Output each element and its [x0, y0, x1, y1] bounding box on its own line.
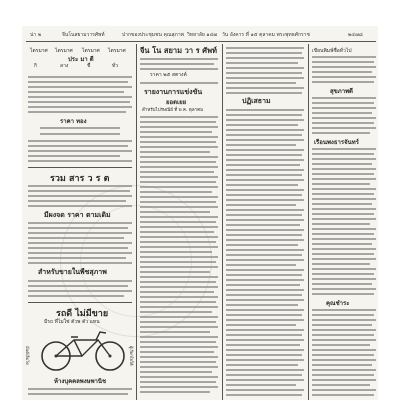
text-line	[226, 309, 304, 311]
text-line	[28, 257, 126, 259]
text-line	[312, 288, 376, 290]
text-line	[312, 112, 372, 114]
text-line	[312, 314, 374, 316]
text-line	[140, 351, 214, 353]
col3-title: ปฏิเสธาม	[242, 96, 271, 105]
text-line	[312, 324, 372, 326]
text-line	[312, 394, 374, 396]
text-line	[28, 185, 132, 187]
text-line	[226, 224, 300, 226]
text-line	[312, 158, 376, 160]
text-line	[140, 331, 210, 333]
text-line	[28, 232, 132, 234]
text-line	[140, 221, 216, 223]
text-line	[140, 161, 216, 163]
text-line	[140, 386, 218, 388]
text-line	[312, 168, 376, 170]
text-line	[140, 231, 214, 233]
text-line	[28, 290, 132, 292]
text-line	[226, 92, 302, 94]
text-line	[28, 150, 132, 152]
text-line	[140, 271, 210, 273]
text-line	[312, 71, 372, 73]
text-line	[140, 211, 210, 213]
text-line	[312, 228, 376, 230]
text-line	[28, 91, 124, 93]
text-line	[140, 276, 218, 278]
bicycle-icon	[38, 328, 130, 372]
text-line	[226, 314, 302, 316]
text-line	[28, 140, 132, 142]
text-line	[226, 144, 296, 146]
col1-notice-title: มีผงจด ราคา ตามเดิม	[44, 210, 111, 219]
text-line	[226, 354, 302, 356]
text-line	[312, 173, 374, 175]
text-line	[140, 321, 216, 323]
col2-price-label: ราคา ๒๕ สตางค์	[150, 72, 187, 78]
text-line	[140, 281, 216, 283]
text-line	[312, 364, 372, 366]
text-line	[140, 196, 218, 198]
header-rule	[26, 41, 376, 42]
col1-row-2: ลาง	[60, 63, 69, 69]
col1-row-3: ชื่	[87, 63, 91, 69]
text-line	[226, 219, 304, 221]
ad-footer: ห้างบุคคลพงษพานิช	[54, 378, 107, 385]
text-line	[140, 201, 216, 203]
text-line	[312, 117, 376, 119]
text-line	[226, 87, 304, 89]
text-line	[312, 56, 376, 58]
text-line	[312, 102, 374, 104]
text-line	[226, 209, 304, 211]
text-line	[226, 234, 302, 236]
text-line	[226, 52, 302, 54]
text-line	[226, 369, 304, 371]
col1-table-title: ประ มา ดี	[68, 56, 94, 63]
text-line	[140, 121, 216, 123]
col1-head-3: ไตรมาศ	[82, 48, 100, 54]
text-line	[140, 376, 218, 378]
text-line	[312, 349, 376, 351]
text-line	[140, 241, 216, 243]
text-line	[226, 289, 304, 291]
text-line	[226, 184, 298, 186]
text-line	[140, 206, 218, 208]
text-line	[226, 394, 302, 396]
text-line	[226, 109, 304, 111]
text-line	[312, 223, 370, 225]
text-line	[28, 205, 132, 207]
text-line	[312, 334, 374, 336]
text-line	[312, 107, 376, 109]
section-divider	[28, 302, 132, 303]
text-line	[226, 154, 302, 156]
text-line	[312, 369, 376, 371]
ad-subtitle: มีรถ ที่ไม่ใช่ ตัวพ ตัว แทน	[44, 319, 100, 325]
text-line	[28, 227, 128, 229]
text-line	[312, 61, 374, 63]
text-line	[140, 68, 218, 70]
text-line	[226, 62, 298, 64]
col4-title-top: เขียนพิมพ์ชื่อทั่วไป	[312, 48, 352, 54]
col4-title2: คุณชำระ	[326, 300, 350, 307]
text-line	[28, 160, 132, 162]
text-line	[312, 218, 376, 220]
text-line	[226, 77, 304, 79]
text-line	[226, 339, 304, 341]
text-line	[312, 263, 370, 265]
text-line	[226, 47, 304, 49]
text-line	[312, 283, 372, 285]
text-line	[312, 208, 376, 210]
text-line	[140, 166, 218, 168]
text-line	[140, 301, 216, 303]
text-line	[226, 274, 302, 276]
text-line	[312, 253, 374, 255]
text-line	[140, 266, 218, 268]
text-line	[226, 164, 300, 166]
text-line	[312, 132, 370, 134]
header-issue-number: ๒๔๗๘	[348, 32, 363, 38]
text-line	[226, 204, 296, 206]
text-line	[28, 81, 128, 83]
col1-head-4: ไตรมาศ	[108, 48, 126, 54]
text-line	[28, 195, 132, 197]
text-line	[28, 242, 132, 244]
text-line	[28, 285, 128, 287]
text-line	[140, 381, 216, 383]
col2-section-title: รายงานการแข่งขัน	[144, 87, 203, 96]
text-line	[312, 273, 374, 275]
text-line	[226, 159, 304, 161]
text-line	[226, 194, 302, 196]
text-line	[140, 316, 218, 318]
text-line	[140, 371, 212, 373]
text-line	[28, 252, 132, 254]
text-line	[226, 389, 304, 391]
page-header	[22, 30, 378, 40]
text-line	[28, 295, 124, 297]
text-line	[226, 334, 302, 336]
text-line	[312, 258, 376, 260]
section-divider	[28, 167, 132, 168]
text-line	[226, 254, 302, 256]
text-line	[140, 336, 218, 338]
text-line	[226, 264, 296, 266]
col1-section-title: รวม สาร ว ร ต	[50, 174, 110, 184]
text-line	[312, 248, 376, 250]
text-line	[226, 139, 304, 141]
text-line	[226, 349, 304, 351]
text-line	[28, 247, 128, 249]
text-line	[40, 133, 120, 135]
text-line	[312, 374, 374, 376]
column-rule-3	[308, 44, 309, 400]
column-rule-2	[222, 44, 223, 400]
text-line	[312, 163, 372, 165]
text-line	[226, 72, 302, 74]
text-line	[140, 311, 212, 313]
col2-masthead: จีน โน สยาม วา ร ศัพท์	[140, 46, 217, 55]
col1-price-heading: ราคา ทอง	[60, 118, 87, 125]
text-line	[28, 96, 132, 98]
text-line	[28, 200, 126, 202]
text-line	[226, 304, 298, 306]
text-line	[312, 188, 376, 190]
text-line	[312, 178, 376, 180]
text-line	[312, 238, 376, 240]
text-line	[226, 82, 296, 84]
text-line	[226, 189, 304, 191]
text-line	[312, 122, 374, 124]
col4-subtitle: เรือนพงธารจันทร์	[314, 139, 359, 146]
text-line	[226, 259, 304, 261]
text-line	[226, 244, 298, 246]
text-line	[226, 124, 298, 126]
text-line	[312, 193, 374, 195]
text-line	[226, 179, 304, 181]
text-line	[312, 389, 376, 391]
text-line	[140, 346, 218, 348]
col1-row-1: กิ	[34, 63, 38, 69]
text-line	[140, 58, 218, 60]
text-line	[140, 226, 218, 228]
text-line	[28, 222, 132, 224]
text-line	[226, 329, 304, 331]
header-issue: วิทยาลัย ๑๔๗	[187, 32, 218, 38]
col2-section-sub2: สำหรับไปรษณีย์ ที่ พ ค. ตุลาคม	[142, 108, 204, 113]
text-line	[312, 233, 374, 235]
text-line	[226, 294, 302, 296]
text-line	[140, 256, 218, 258]
text-line	[140, 356, 218, 358]
text-line	[28, 393, 128, 395]
text-line	[140, 191, 212, 193]
text-line	[226, 119, 304, 121]
ad-side-left: ม้นต์เย็บโด	[25, 346, 30, 365]
text-line	[312, 293, 374, 295]
column-rule-1	[136, 44, 137, 400]
text-line	[226, 199, 304, 201]
text-line	[226, 364, 298, 366]
text-line	[28, 262, 132, 264]
text-line	[28, 106, 132, 108]
text-line	[140, 186, 218, 188]
text-line	[140, 136, 218, 138]
text-line	[140, 236, 218, 238]
text-line	[140, 63, 214, 65]
text-line	[140, 176, 218, 178]
text-line	[312, 97, 376, 99]
text-line	[226, 169, 304, 171]
text-line	[40, 127, 120, 129]
text-line	[312, 213, 374, 215]
text-line	[226, 114, 302, 116]
text-line	[140, 361, 216, 363]
text-line	[140, 131, 212, 133]
text-line	[226, 379, 304, 381]
col1-head-1: ไตรมาศ	[30, 48, 48, 54]
text-line	[226, 174, 302, 176]
header-paper-name: จีนโนสยามวารศัพท์	[62, 32, 105, 38]
text-line	[140, 156, 218, 158]
text-line	[312, 243, 372, 245]
text-line	[140, 116, 218, 118]
text-line	[140, 261, 216, 263]
text-line	[28, 388, 132, 390]
col1-subhead: สำหรับขายในพืชสุภาพ	[38, 267, 107, 276]
text-line	[312, 319, 376, 321]
text-line	[312, 278, 376, 280]
text-line	[140, 341, 216, 343]
text-line	[140, 291, 214, 293]
text-line	[140, 286, 218, 288]
header-date: วัน อังคาร ที่ ๑๕ ตุลาคม พระพุทธศักราช	[222, 32, 310, 38]
text-line	[312, 354, 374, 356]
text-line	[226, 359, 304, 361]
text-line	[140, 216, 218, 218]
text-line	[140, 151, 210, 153]
text-line	[140, 251, 212, 253]
ad-title: รถดี ไม่มีขาย	[56, 309, 109, 319]
text-line	[226, 324, 296, 326]
text-line	[226, 239, 304, 241]
ad-side-right: ผู้เรียกใจให้	[129, 346, 134, 366]
text-line	[312, 339, 376, 341]
text-line	[226, 249, 304, 251]
text-line	[312, 76, 376, 78]
text-line	[28, 86, 132, 88]
text-line	[140, 306, 218, 308]
text-line	[28, 237, 124, 239]
text-line	[226, 149, 304, 151]
text-line	[226, 279, 304, 281]
text-line	[226, 384, 296, 386]
text-line	[226, 67, 304, 69]
text-line	[312, 148, 376, 150]
col4-title: สุขภาพดี	[330, 88, 353, 95]
text-line	[312, 66, 376, 68]
text-line	[312, 81, 374, 83]
text-line	[28, 280, 132, 282]
text-line	[312, 198, 376, 200]
text-line	[312, 384, 370, 386]
text-line	[140, 171, 214, 173]
text-line	[140, 366, 218, 368]
text-line	[28, 155, 120, 157]
text-line	[28, 145, 128, 147]
text-line	[312, 344, 370, 346]
text-line	[226, 134, 302, 136]
text-line	[226, 229, 304, 231]
col2-section-sub: ยอดเยย	[166, 99, 187, 106]
text-line	[140, 146, 218, 148]
col1-row-4: ทั่ว	[112, 63, 119, 69]
text-line	[140, 326, 218, 328]
text-line	[140, 126, 218, 128]
text-line	[312, 329, 376, 331]
text-line	[28, 111, 126, 113]
text-line	[312, 183, 370, 185]
text-line	[226, 299, 304, 301]
header-subtitle: ปากของประชุมชน คุณสุภาพ	[122, 32, 184, 38]
text-line	[312, 359, 376, 361]
header-page-number: น่า ๒	[30, 32, 42, 38]
text-line	[312, 127, 376, 129]
text-line	[140, 391, 210, 393]
text-line	[312, 153, 374, 155]
text-line	[312, 309, 376, 311]
col1-head-2: ไตรมาศ	[55, 48, 73, 54]
text-line	[140, 246, 218, 248]
text-line	[226, 374, 302, 376]
text-line	[140, 82, 218, 84]
text-line	[226, 269, 304, 271]
text-line	[226, 319, 304, 321]
text-line	[28, 190, 130, 192]
text-line	[226, 214, 302, 216]
text-line	[312, 203, 372, 205]
text-line	[140, 181, 216, 183]
text-line	[226, 129, 304, 131]
text-line	[226, 57, 304, 59]
text-line	[226, 284, 300, 286]
text-line	[140, 296, 218, 298]
text-line	[28, 76, 132, 78]
text-line	[312, 379, 376, 381]
text-line	[28, 101, 130, 103]
text-line	[140, 141, 216, 143]
text-line	[226, 344, 300, 346]
text-line	[312, 268, 376, 270]
